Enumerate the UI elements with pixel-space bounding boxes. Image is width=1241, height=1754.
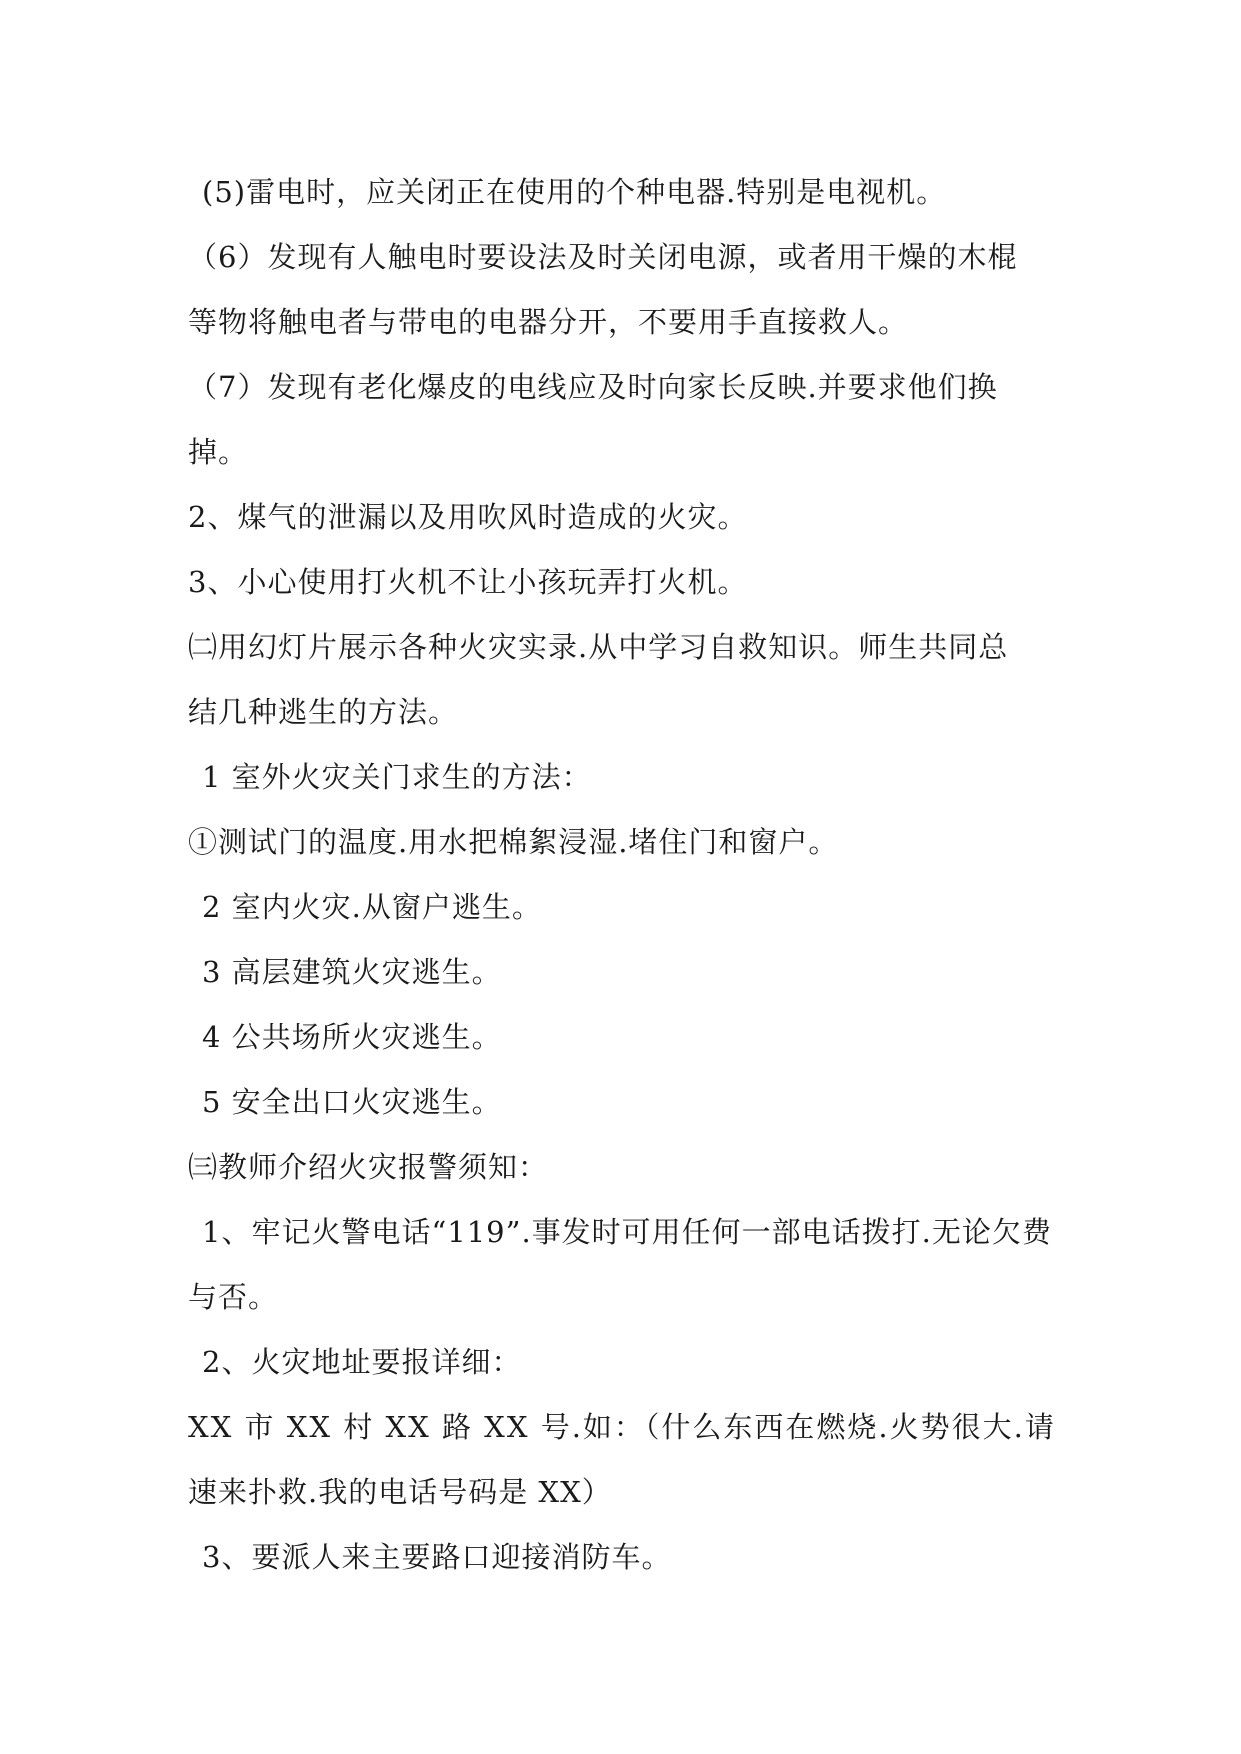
paragraph-line: ①测试门的温度.用水把棉絮浸湿.堵住门和窗户。: [188, 825, 839, 859]
paragraph-line: 1、牢记火警电话“119”.事发时可用任何一部电话拨打.无论欠费: [202, 1215, 1052, 1249]
paragraph-line: 速来扑救.我的电话号码是 XX）: [188, 1475, 612, 1509]
paragraph-line: 2、火灾地址要报详细：: [202, 1345, 522, 1379]
paragraph-line: 5 安全出口火灾逃生。: [202, 1085, 502, 1119]
document-body: [188, 160, 1058, 1590]
paragraph-line: (5)雷电时，应关闭正在使用的个种电器.特别是电视机。: [202, 175, 947, 209]
paragraph-line: 4 公共场所火灾逃生。: [202, 1020, 502, 1054]
paragraph-line: 3、小心使用打火机不让小孩玩弄打火机。: [188, 565, 748, 599]
paragraph-line: 2、煤气的泄漏以及用吹风时造成的火灾。: [188, 500, 748, 534]
paragraph-line: 1 室外火灾关门求生的方法：: [202, 760, 592, 794]
paragraph-line: 2 室内火灾.从窗户逃生。: [202, 890, 542, 924]
paragraph-line: 与否。: [188, 1280, 279, 1314]
paragraph-line: ㈡用幻灯片展示各种火灾实录.从中学习自救知识。师生共同总: [188, 630, 1009, 664]
paragraph-line: 3、要派人来主要路口迎接消防车。: [202, 1540, 672, 1574]
paragraph-line: 等物将触电者与带电的电器分开，不要用手直接救人。: [188, 305, 909, 339]
paragraph-line: XX 市 XX 村 XX 路 XX 号.如：（什么东西在燃烧.火势很大.请: [188, 1410, 1056, 1444]
paragraph-line: 3 高层建筑火灾逃生。: [202, 955, 502, 989]
paragraph-line: （7）发现有老化爆皮的电线应及时向家长反映.并要求他们换: [188, 370, 998, 404]
paragraph-line: 结几种逃生的方法。: [188, 695, 459, 729]
paragraph-line: （6）发现有人触电时要设法及时关闭电源，或者用干燥的木棍: [188, 240, 1018, 274]
paragraph-line: ㈢教师介绍火灾报警须知：: [188, 1150, 549, 1184]
paragraph-line: 掉。: [188, 435, 249, 469]
